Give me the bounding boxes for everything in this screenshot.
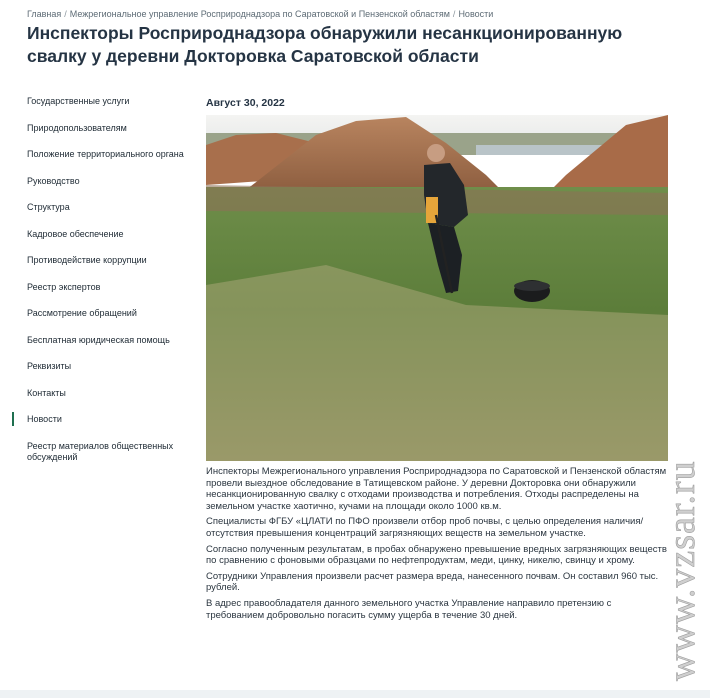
breadcrumb-news-link[interactable]: Новости: [458, 9, 494, 19]
footer-strip: [0, 690, 710, 698]
breadcrumb: [27, 9, 493, 19]
sidebar-item-public-discussions[interactable]: Реестр материалов общественных обсуждений: [27, 440, 174, 462]
breadcrumb-home-link[interactable]: Главная: [27, 9, 62, 19]
sidebar-item-legal-aid[interactable]: Бесплатная юридическая помощь: [27, 334, 170, 345]
sidebar-item-requisites[interactable]: Реквизиты: [27, 361, 72, 371]
article-paragraph: Инспекторы Межрегионального управления Росприроднадзора по Саратовской и Пензенской областям провели выездное обследование в Татищевском районе. У деревни Докторовка они обнаружили несанкционированную свалку с отходами производства и потребления. Отходы распределены на земельном участке хаотично, кучами на площади около 1000 кв.м.: [206, 466, 667, 512]
article-body: [206, 466, 668, 625]
breadcrumb-separator: /: [64, 9, 67, 19]
article-paragraph: Специалисты ФГБУ «ЦЛАТИ по ПФО произвели отбор проб почвы, с целью определения наличия/отсутствия превышения концентраций загрязняющих веществ на земельном участке.: [206, 516, 644, 539]
sidebar-item-news[interactable]: Новости: [27, 414, 192, 426]
sidebar-item-anticorruption[interactable]: Противодействие коррупции: [27, 255, 147, 265]
watermark: [660, 356, 705, 686]
breadcrumb-separator: /: [452, 9, 456, 19]
breadcrumb-department-link[interactable]: Межрегиональное управление Росприроднадзора по Саратовской и Пензенской областям: [69, 9, 450, 19]
sidebar-nav: [27, 96, 192, 479]
sidebar-item-structure[interactable]: Структура: [27, 202, 70, 212]
article-photo: [206, 115, 668, 461]
sidebar-item-management[interactable]: Руководство: [27, 175, 80, 186]
sidebar-item-appeals[interactable]: Рассмотрение обращений: [27, 308, 137, 318]
article-paragraph: Сотрудники Управления произвели расчет размера вреда, нанесенного почвам. Он составил 960 тыс. рублей.: [206, 570, 659, 594]
watermark-text: www.vzsar.ru: [661, 460, 703, 681]
sidebar-item-regulation[interactable]: Положение территориального органа: [27, 149, 184, 159]
sidebar-item-personnel[interactable]: Кадровое обеспечение: [27, 228, 124, 239]
article-paragraph: В адрес правообладателя данного земельного участка Управление направило претензию с требованием добровольно погасить сумму ущерба в течение 30 дней.: [206, 597, 612, 621]
sidebar-item-experts-registry[interactable]: Реестр экспертов: [27, 281, 101, 292]
article-paragraph: Согласно полученным результатам, в пробах обнаружено превышение вредных загрязняющих веществ по сравнению с фоновыми образцами по нефтепродуктам, меди, цинку, никелю, свинцу и хрому.: [206, 543, 667, 567]
water-pond: [476, 145, 606, 155]
page-title: Инспекторы Росприроднадзора обнаружили несанкционированную свалку у деревни Докторовка Саратовской области: [27, 23, 623, 66]
sidebar-item-contacts[interactable]: Контакты: [27, 387, 66, 398]
sidebar-item-services[interactable]: Государственные услуги: [27, 96, 130, 106]
sidebar-item-nature-users[interactable]: Природопользователям: [27, 122, 127, 133]
article-date: Август 30, 2022: [206, 97, 285, 109]
